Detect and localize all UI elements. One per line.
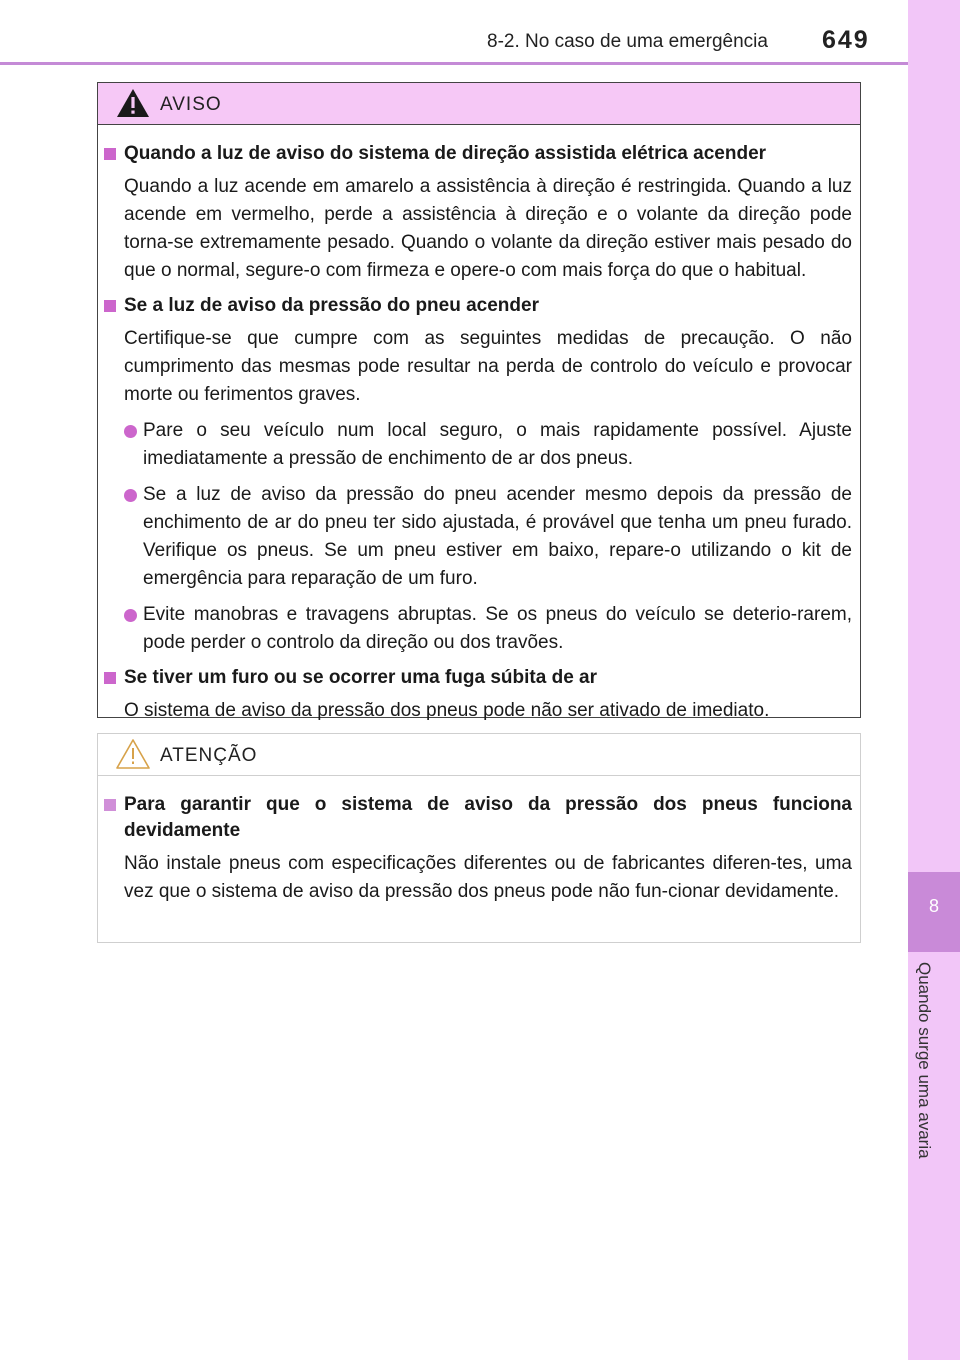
section-text: O sistema de aviso da pressão dos pneus pode não ser ativado de imediato. xyxy=(124,700,770,721)
page-number: 649 xyxy=(822,26,870,54)
circle-bullet-icon xyxy=(124,609,137,622)
caution-box-body xyxy=(98,776,860,906)
section-text: Quando a luz acende em amarelo a assistência à direção é restringida. Quando a luz acende em vermelho, perde a assistência à direção e o volante da direção pode torna-se extremamente pesado. Quando o volante da direção estiver mais pesado do que o normal, segure-o com firmeza e opere-o com mais força do que o habitual. xyxy=(124,176,852,281)
section-text: Não instale pneus com especificações diferentes ou de fabricantes diferen-tes, uma vez que o sistema de aviso da pressão dos pneus pode não fun-cionar devidamente. xyxy=(124,853,852,902)
section-heading xyxy=(104,792,852,844)
warning-label: AVISO xyxy=(160,94,222,115)
circle-bullet-icon xyxy=(124,425,137,438)
warning-box xyxy=(97,82,861,721)
heading-text: Se a luz de aviso da pressão do pneu acender xyxy=(124,295,539,316)
chapter-number: 8 xyxy=(928,896,939,916)
square-bullet-icon xyxy=(104,148,116,160)
list-item-text: Evite manobras e travagens abruptas. Se os pneus do veículo se deterio-rarem, pode perder o controlo da direção ou dos travões. xyxy=(143,604,852,653)
caution-box-header xyxy=(98,734,860,776)
caution-triangle-icon xyxy=(116,738,150,770)
list-item-text: Se a luz de aviso da pressão do pneu acender mesmo depois da pressão de enchimento de ar do pneu ter sido ajustada, é provável que tenha um pneu furado. Verifique os pneus. Se um pneu estiver em baixo, repare-o utilizando o kit de emergência para reparação de um furo. xyxy=(143,484,852,589)
circle-bullet-icon xyxy=(124,489,137,502)
square-bullet-icon xyxy=(104,300,116,312)
list-item-text: Pare o seu veículo num local seguro, o mais rapidamente possível. Ajuste imediatamente a pressão de enchimento de ar dos pneus. xyxy=(143,420,852,469)
header-rule xyxy=(0,62,908,65)
list-item xyxy=(124,481,852,593)
section-heading xyxy=(104,665,852,691)
heading-text: Para garantir que o sistema de aviso da pressão dos pneus funciona devidamente xyxy=(124,794,852,841)
section-title: 8-2. No caso de uma emergência xyxy=(487,31,768,52)
caution-box xyxy=(97,733,861,943)
chapter-title: Quando surge uma avaria xyxy=(915,962,934,1159)
heading-text: Se tiver um furo ou se ocorrer uma fuga súbita de ar xyxy=(124,667,598,688)
square-bullet-icon xyxy=(104,672,116,684)
section-heading xyxy=(104,293,852,319)
section-text: Certifique-se que cumpre com as seguintes medidas de precaução. O não cumprimento das mesmas pode resultar na perda de controlo do veículo e provocar morte ou ferimentos graves. xyxy=(124,328,852,405)
square-bullet-icon xyxy=(104,799,116,811)
chapter-box xyxy=(908,872,960,952)
caution-label: ATENÇÃO xyxy=(160,745,258,766)
warning-triangle-icon xyxy=(116,87,150,119)
heading-text: Quando a luz de aviso do sistema de direção assistida elétrica acender xyxy=(124,143,767,164)
warning-box-body xyxy=(98,125,860,725)
warning-box-header xyxy=(98,83,860,125)
list-item xyxy=(124,417,852,473)
list-item xyxy=(124,601,852,657)
section-heading xyxy=(104,141,852,167)
